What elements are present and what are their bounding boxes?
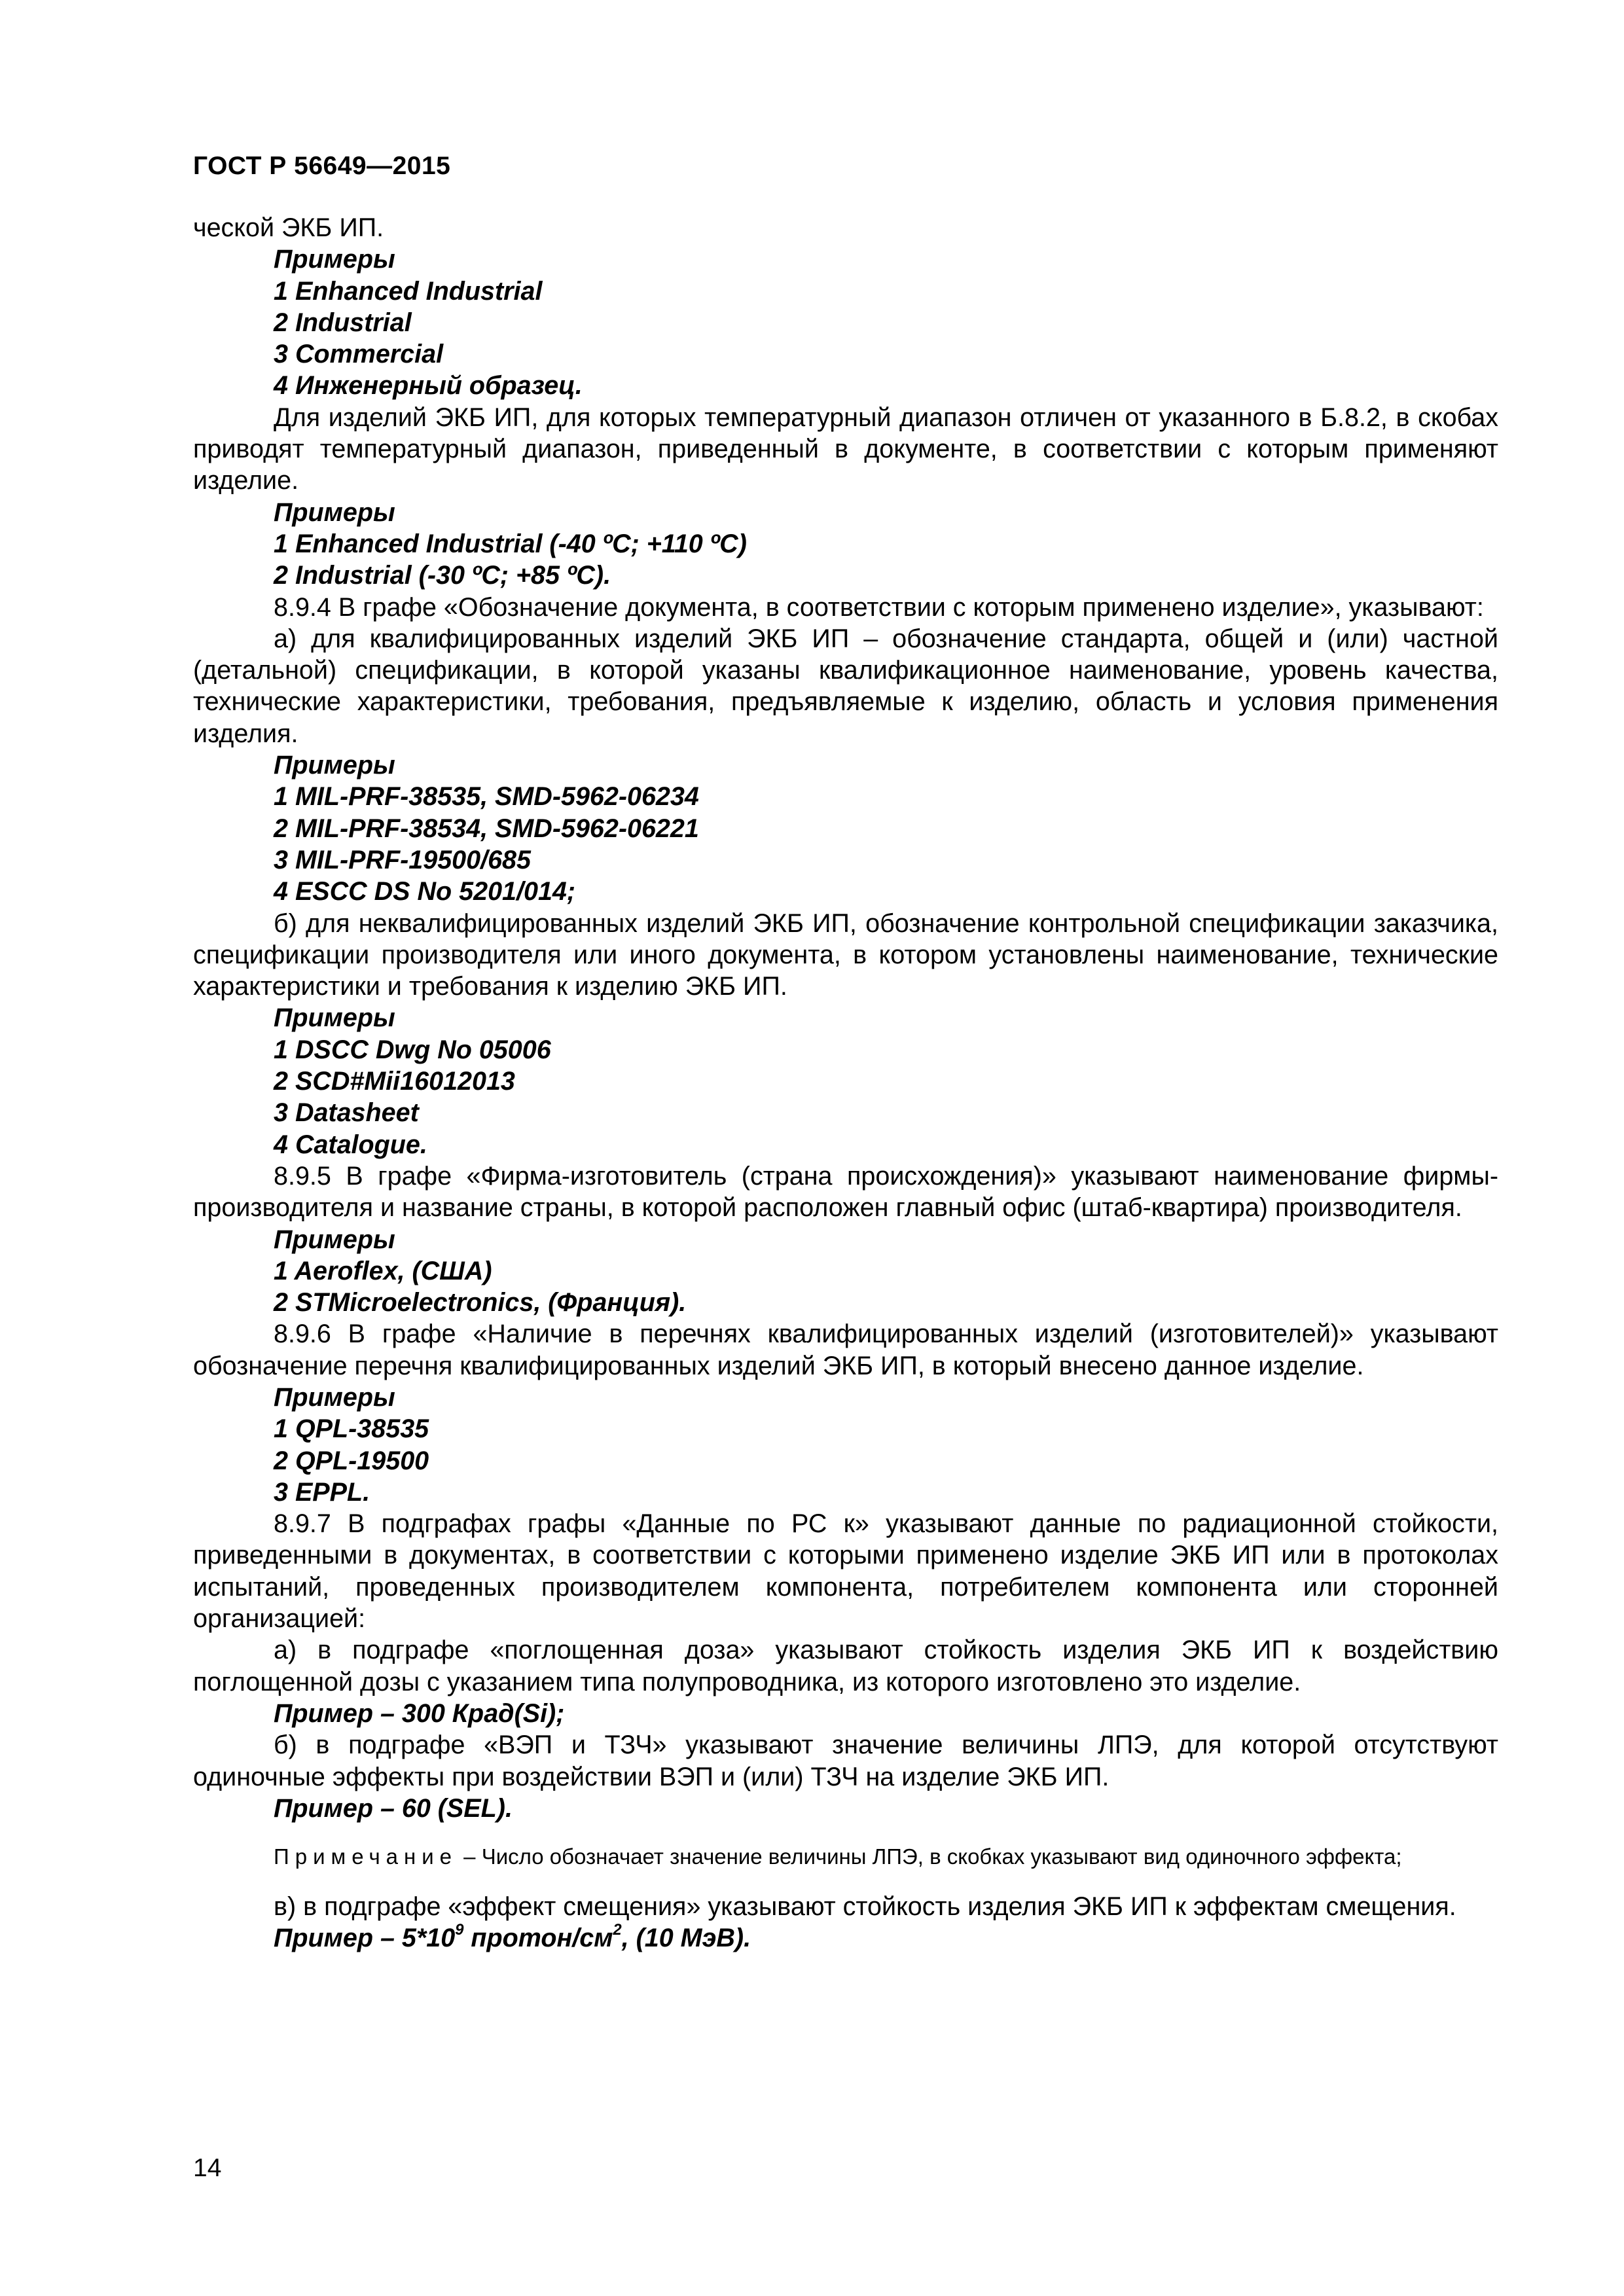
paragraph: 8.9.6 В графе «Наличие в перечнях квалифицированных изделий (изготовителей)» указывают обозначение перечня квалифицированных изделий ЭКБ ИП, в который внесено данное изделие. xyxy=(193,1319,1498,1380)
final-example-prefix: Пример – 5*10 xyxy=(274,1924,456,1953)
paragraph: в) в подграфе «эффект смещения» указывают стойкость изделия ЭКБ ИП к эффектам смещения. xyxy=(274,1892,1456,1922)
paragraph: 8.9.4 В графе «Обозначение документа, в соответствии с которым применено изделие», указывают: xyxy=(274,592,1484,622)
example-line: 3 MIL-PRF-19500/685 xyxy=(274,845,531,874)
example-line: Примеры xyxy=(274,751,395,780)
example-line: Пример – 300 Крад(Si); xyxy=(274,1698,565,1728)
final-example-middle: протон/см xyxy=(463,1924,613,1953)
paragraph: Для изделий ЭКБ ИП, для которых температурный диапазон отличен от указанного в Б.8.2, в скобах приводят температурный диапазон, приведенный в документе, в соответствии с которым применяют изделие. xyxy=(193,403,1498,495)
final-example xyxy=(274,1922,1498,1954)
paragraph: 8.9.5 В графе «Фирма-изготовитель (страна происхождения)» указывают наименование фирмы-производителя и название страны, в которой расположен главный офис (штаб-квартира) производителя. xyxy=(193,1161,1498,1223)
example-line: 1 QPL-38535 xyxy=(274,1414,429,1444)
note-text: – Число обозначает значение величины ЛПЭ, в скобках указывают вид одиночного эффекта; xyxy=(458,1844,1402,1869)
example-line: 2 Industrial xyxy=(274,308,412,337)
paragraph-continuation: ческой ЭКБ ИП. xyxy=(193,213,384,242)
paragraph: а) для квалифицированных изделий ЭКБ ИП – обозначение стандарта, общей и (или) частной (детальной) спецификации, в которой указаны квалификационное наименование, уровень качества, технические характеристики, требования, предъявляемые к изделию, область и условия применения изделия. xyxy=(193,624,1498,748)
final-example-suffix: , (10 МэВ). xyxy=(621,1924,751,1953)
final-example-unit-exponent: 2 xyxy=(613,1922,622,1939)
example-line: Примеры xyxy=(274,1382,395,1412)
example-line: 4 Инженерный образец. xyxy=(274,371,583,401)
document-body xyxy=(193,212,1498,1954)
final-example-exponent: 9 xyxy=(455,1922,464,1939)
paragraph: 8.9.7 В подграфах графы «Данные по РС к» указывают данные по радиационной стойкости, приведенными в документах, в соответствии с которыми применено изделие ЭКБ ИП или в протоколах испытаний, проведенных производителем компонента, потребителем компонента или сторонней организацией: xyxy=(193,1509,1498,1634)
paragraph: б) для неквалифицированных изделий ЭКБ ИП, обозначение контрольной спецификации заказчика, спецификации производителя или иного документа, в котором установлены наименование, технические характеристики и требования к изделию ЭКБ ИП. xyxy=(193,908,1498,1001)
example-line: Примеры xyxy=(274,245,395,274)
example-line: 4 ESCC DS No 5201/014; xyxy=(274,877,576,906)
example-line: 1 DSCC Dwg No 05006 xyxy=(274,1035,551,1064)
paragraph: б) в подграфе «ВЭП и ТЗЧ» указывают значение величины ЛПЭ, для которой отсутствуют одиночные эффекты при воздействии ВЭП и (или) ТЗЧ на изделие ЭКБ ИП. xyxy=(193,1731,1498,1791)
text-flow xyxy=(193,212,1498,1824)
example-line: Примеры xyxy=(274,1225,395,1254)
standard-designation: ГОСТ Р 56649—2015 xyxy=(193,152,451,180)
note-paragraph xyxy=(193,1824,1498,1891)
example-line: 4 Catalogue. xyxy=(274,1130,427,1159)
example-line: 1 Enhanced Industrial xyxy=(274,276,543,306)
example-line: 3 Commercial xyxy=(274,340,444,369)
example-line: 2 SCD#Mii16012013 xyxy=(274,1067,515,1096)
example-line: Примеры xyxy=(274,1003,395,1033)
example-line: 2 MIL-PRF-38534, SMD-5962-06221 xyxy=(274,814,699,843)
example-line: Пример – 60 (SEL). xyxy=(274,1793,513,1823)
example-line: 1 Aeroflex, (США) xyxy=(274,1256,492,1285)
example-line: 3 EPPL. xyxy=(274,1477,370,1507)
page-number: 14 xyxy=(193,2154,222,2182)
example-line: 1 MIL-PRF-38535, SMD-5962-06234 xyxy=(274,782,699,812)
example-line: 2 STMicroelectronics, (Франция). xyxy=(274,1288,687,1318)
paragraph: а) в подграфе «поглощенная доза» указывают стойкость изделия ЭКБ ИП к воздействию поглощенной дозы с указанием типа полупроводника, из которого изготовлено это изделие. xyxy=(193,1636,1498,1696)
example-line: 3 Datasheet xyxy=(274,1098,419,1128)
example-line: 2 QPL-19500 xyxy=(274,1446,429,1475)
example-line: Примеры xyxy=(274,497,395,527)
note-label: Примечание xyxy=(274,1844,458,1869)
example-line: 2 Industrial (-30 ºС; +85 ºС). xyxy=(274,561,611,590)
example-line: 1 Enhanced Industrial (-40 ºС; +110 ºС) xyxy=(274,529,747,558)
